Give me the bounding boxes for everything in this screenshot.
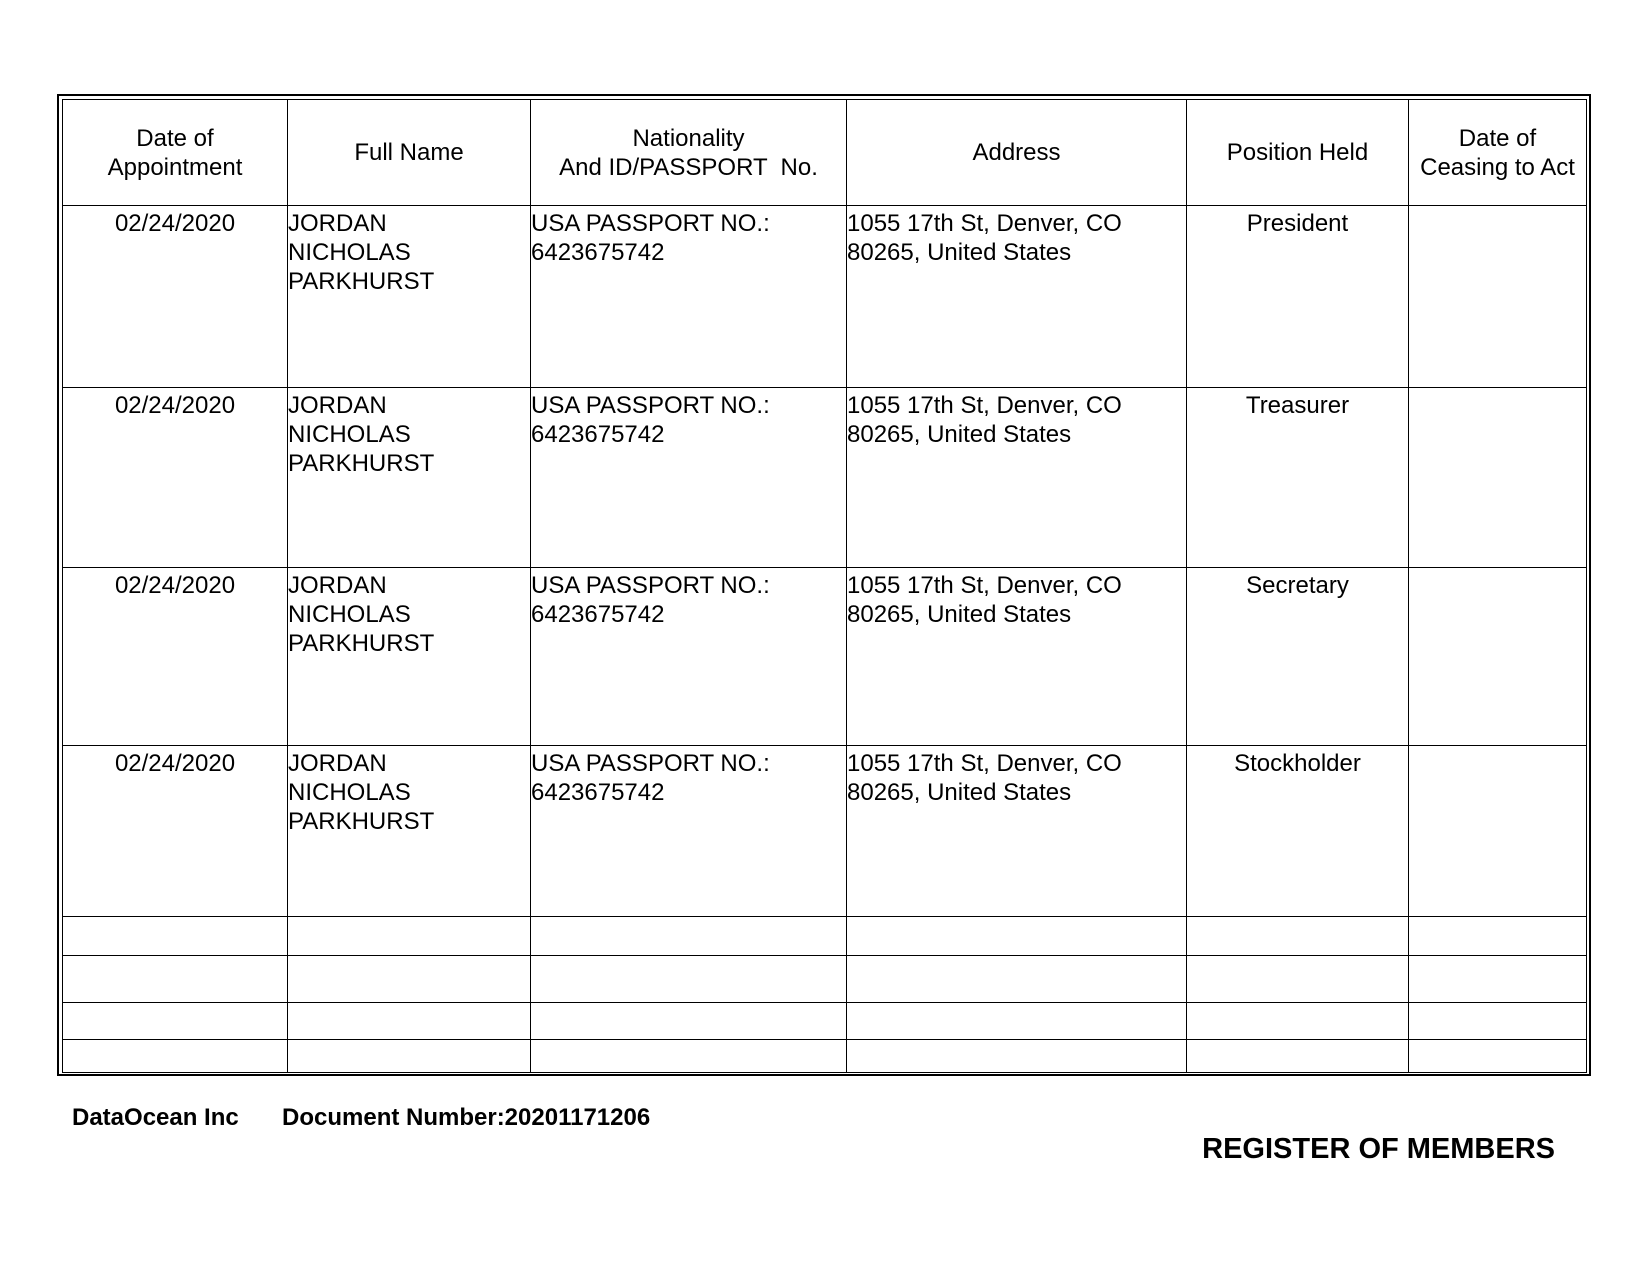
header-nationality [531, 100, 847, 206]
empty-cell [288, 1003, 531, 1040]
empty-cell [847, 1040, 1187, 1073]
empty-cell [63, 1003, 288, 1040]
date-of-appointment-cell: 02/24/2020 [63, 568, 288, 746]
position-held-cell: Stockholder [1187, 746, 1409, 917]
company-name: DataOcean Inc [72, 1104, 239, 1131]
header-text: Nationality [632, 124, 745, 152]
empty-cell [1187, 917, 1409, 956]
empty-cell [531, 1003, 847, 1040]
date-of-ceasing-cell [1409, 568, 1587, 746]
position-held-cell: President [1187, 206, 1409, 388]
empty-cell [531, 1040, 847, 1073]
table-row [63, 568, 1587, 746]
empty-cell [63, 1040, 288, 1073]
empty-cell [63, 917, 288, 956]
header-text: Full Name [354, 139, 464, 166]
position-held-cell: Treasurer [1187, 388, 1409, 568]
nationality-cell: USA PASSPORT NO.: 6423675742 [531, 568, 847, 746]
address-cell: 1055 17th St, Denver, CO 80265, United States [847, 568, 1187, 746]
date-of-ceasing-cell [1409, 746, 1587, 917]
date-of-ceasing-cell [1409, 388, 1587, 568]
date-of-appointment-cell: 02/24/2020 [63, 746, 288, 917]
empty-cell [1409, 956, 1587, 1003]
header-text: Date of [136, 124, 214, 152]
address-cell: 1055 17th St, Denver, CO 80265, United States [847, 746, 1187, 917]
table-row [63, 206, 1587, 388]
full-name-cell: JORDAN NICHOLAS PARKHURST [288, 746, 531, 917]
date-of-ceasing-cell [1409, 206, 1587, 388]
header-full-name [288, 100, 531, 206]
empty-cell [1409, 1040, 1587, 1073]
empty-row [63, 917, 1587, 956]
empty-row [63, 1003, 1587, 1040]
nationality-cell: USA PASSPORT NO.: 6423675742 [531, 746, 847, 917]
table-row [63, 746, 1587, 917]
empty-cell [1409, 1003, 1587, 1040]
header-date-of-ceasing [1409, 100, 1587, 206]
date-of-appointment-cell: 02/24/2020 [63, 388, 288, 568]
register-table [62, 99, 1587, 1073]
full-name-cell: JORDAN NICHOLAS PARKHURST [288, 568, 531, 746]
nationality-cell: USA PASSPORT NO.: 6423675742 [531, 388, 847, 568]
position-held-cell: Secretary [1187, 568, 1409, 746]
address-cell: 1055 17th St, Denver, CO 80265, United States [847, 206, 1187, 388]
full-name-cell: JORDAN NICHOLAS PARKHURST [288, 388, 531, 568]
header-text: Ceasing to Act [1420, 153, 1575, 181]
empty-cell [63, 956, 288, 1003]
date-of-appointment-cell: 02/24/2020 [63, 206, 288, 388]
empty-row [63, 1040, 1587, 1073]
empty-cell [847, 956, 1187, 1003]
address-cell: 1055 17th St, Denver, CO 80265, United States [847, 388, 1187, 568]
empty-cell [288, 956, 531, 1003]
header-text: Position Held [1226, 139, 1369, 166]
empty-row [63, 956, 1587, 1003]
empty-cell [847, 1003, 1187, 1040]
empty-cell [531, 917, 847, 956]
empty-cell [1187, 956, 1409, 1003]
empty-cell [1409, 917, 1587, 956]
nationality-cell: USA PASSPORT NO.: 6423675742 [531, 206, 847, 388]
header-text: Address [972, 139, 1061, 166]
empty-cell [531, 956, 847, 1003]
empty-cell [288, 1040, 531, 1073]
empty-cell [1187, 1040, 1409, 1073]
empty-cell [847, 917, 1187, 956]
header-position-held [1187, 100, 1409, 206]
register-frame [57, 94, 1591, 1076]
header-date-of-appointment [63, 100, 288, 206]
document-number: Document Number:20201171206 [282, 1104, 651, 1131]
header-text: Appointment [107, 153, 243, 181]
header-text: And ID/PASSPORT No. [559, 153, 818, 181]
table-row [63, 388, 1587, 568]
empty-cell [288, 917, 531, 956]
header-address [847, 100, 1187, 206]
header-text: Date of [1458, 124, 1537, 152]
full-name-cell: JORDAN NICHOLAS PARKHURST [288, 206, 531, 388]
header-row [63, 100, 1587, 206]
empty-cell [1187, 1003, 1409, 1040]
document-title: REGISTER OF MEMBERS [1202, 1133, 1555, 1165]
